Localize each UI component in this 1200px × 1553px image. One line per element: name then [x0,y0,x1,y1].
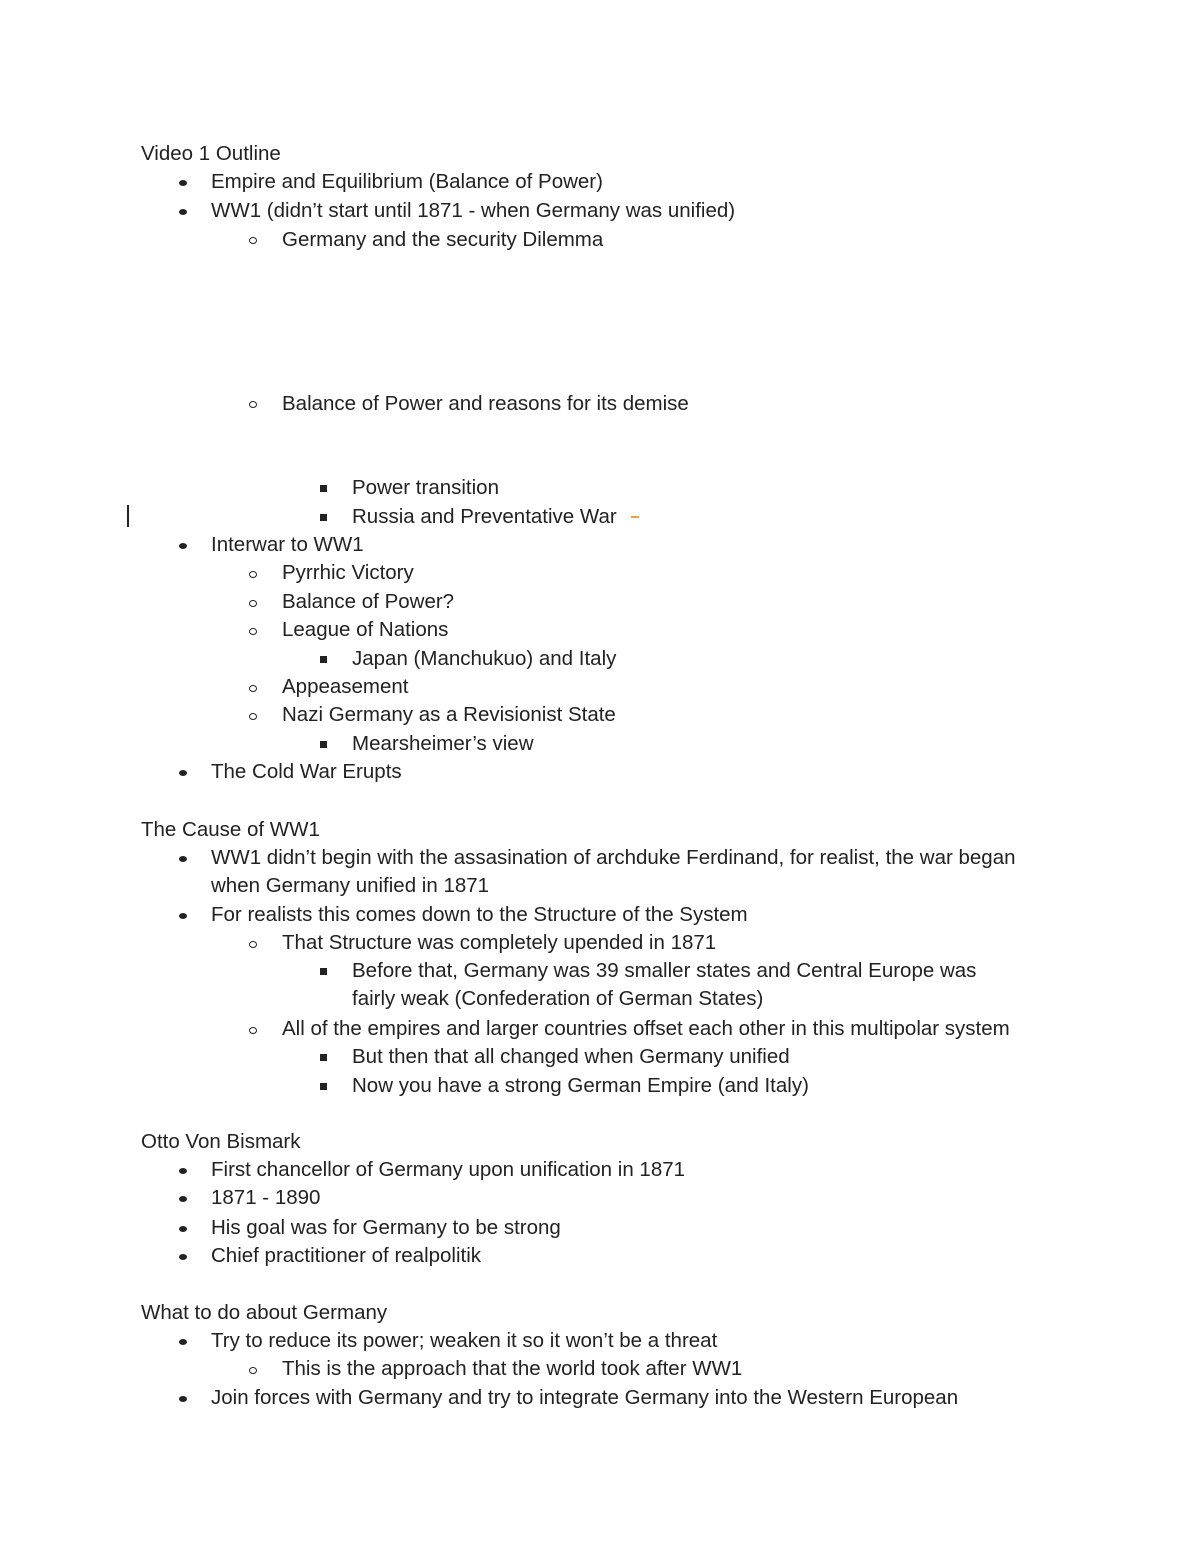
list-item: League of Nations [282,618,449,641]
bullet-circle-icon [249,628,257,635]
section-heading-bismark: Otto Von Bismark [141,1130,301,1153]
bullet-circle-icon [249,713,257,720]
bullet-disc-icon [179,1226,187,1232]
list-item: WW1 (didn’t start until 1871 - when Germany was unified) [211,199,736,222]
section-heading-cause-ww1: The Cause of WW1 [141,818,320,841]
list-item: WW1 didn’t begin with the assasination of archduke Ferdinand, for realist, the war began [211,846,1016,869]
bullet-circle-icon [249,1367,257,1374]
section-heading-video-outline: Video 1 Outline [141,142,281,165]
bullet-disc-icon [179,1339,187,1345]
list-item: Nazi Germany as a Revisionist State [282,703,616,726]
list-item: Balance of Power? [282,590,455,613]
list-item: Germany and the security Dilemma [282,228,604,251]
list-item: Japan (Manchukuo) and Italy [352,647,617,670]
bullet-square-icon [320,485,327,492]
list-item: Appeasement [282,675,409,698]
bullet-disc-icon [179,770,187,776]
list-item: That Structure was completely upended in 1871 [282,931,717,954]
list-item: Before that, Germany was 39 smaller states and Central Europe was [352,959,977,982]
list-item: Try to reduce its power; weaken it so it won’t be a threat [211,1329,718,1352]
bullet-square-icon [320,1054,327,1061]
bullet-circle-icon [249,571,257,578]
bullet-disc-icon [179,1196,187,1202]
bullet-square-icon [320,1083,327,1090]
section-heading-germany: What to do about Germany [141,1301,388,1324]
list-item: Pyrrhic Victory [282,561,414,584]
bullet-disc-icon [179,1254,187,1260]
bullet-square-icon [320,656,327,663]
list-item: 1871 - 1890 [211,1186,321,1209]
list-item: First chancellor of Germany upon unification in 1871 [211,1158,686,1181]
bullet-square-icon [320,968,327,975]
bullet-disc-icon [179,913,187,919]
list-item: For realists this comes down to the Structure of the System [211,903,748,926]
bullet-circle-icon [249,1027,257,1034]
bullet-circle-icon [249,600,257,607]
bullet-square-icon [320,741,327,748]
list-item: Power transition [352,476,499,499]
list-item: His goal was for Germany to be strong [211,1216,561,1239]
list-item: Balance of Power and reasons for its demise [282,392,689,415]
bullet-disc-icon [179,180,187,186]
list-item: Mearsheimer’s view [352,732,534,755]
bullet-disc-icon [179,543,187,549]
list-item: The Cold War Erupts [211,760,402,783]
list-item: Russia and Preventative War [352,505,617,528]
list-item: Interwar to WW1 [211,533,364,556]
list-item: Empire and Equilibrium (Balance of Power) [211,170,603,193]
bullet-circle-icon [249,237,257,244]
bullet-disc-icon [179,856,187,862]
bullet-circle-icon [249,685,257,692]
bullet-disc-icon [179,1168,187,1174]
list-item: Chief practitioner of realpolitik [211,1244,482,1267]
bullet-circle-icon [249,941,257,948]
bullet-circle-icon [249,401,257,408]
list-item-continuation: when Germany unified in 1871 [211,874,490,897]
list-item: Join forces with Germany and try to integrate Germany into the Western European [211,1386,959,1409]
text-cursor [127,505,129,527]
list-item: All of the empires and larger countries offset each other in this multipolar system [282,1017,1010,1040]
bullet-disc-icon [179,209,187,215]
list-item: Now you have a strong German Empire (and Italy) [352,1074,809,1097]
edit-marker [631,516,639,518]
list-item: This is the approach that the world took after WW1 [282,1357,743,1380]
list-item: But then that all changed when Germany unified [352,1045,790,1068]
list-item-continuation: fairly weak (Confederation of German States) [352,987,764,1010]
bullet-square-icon [320,514,327,521]
bullet-disc-icon [179,1396,187,1402]
